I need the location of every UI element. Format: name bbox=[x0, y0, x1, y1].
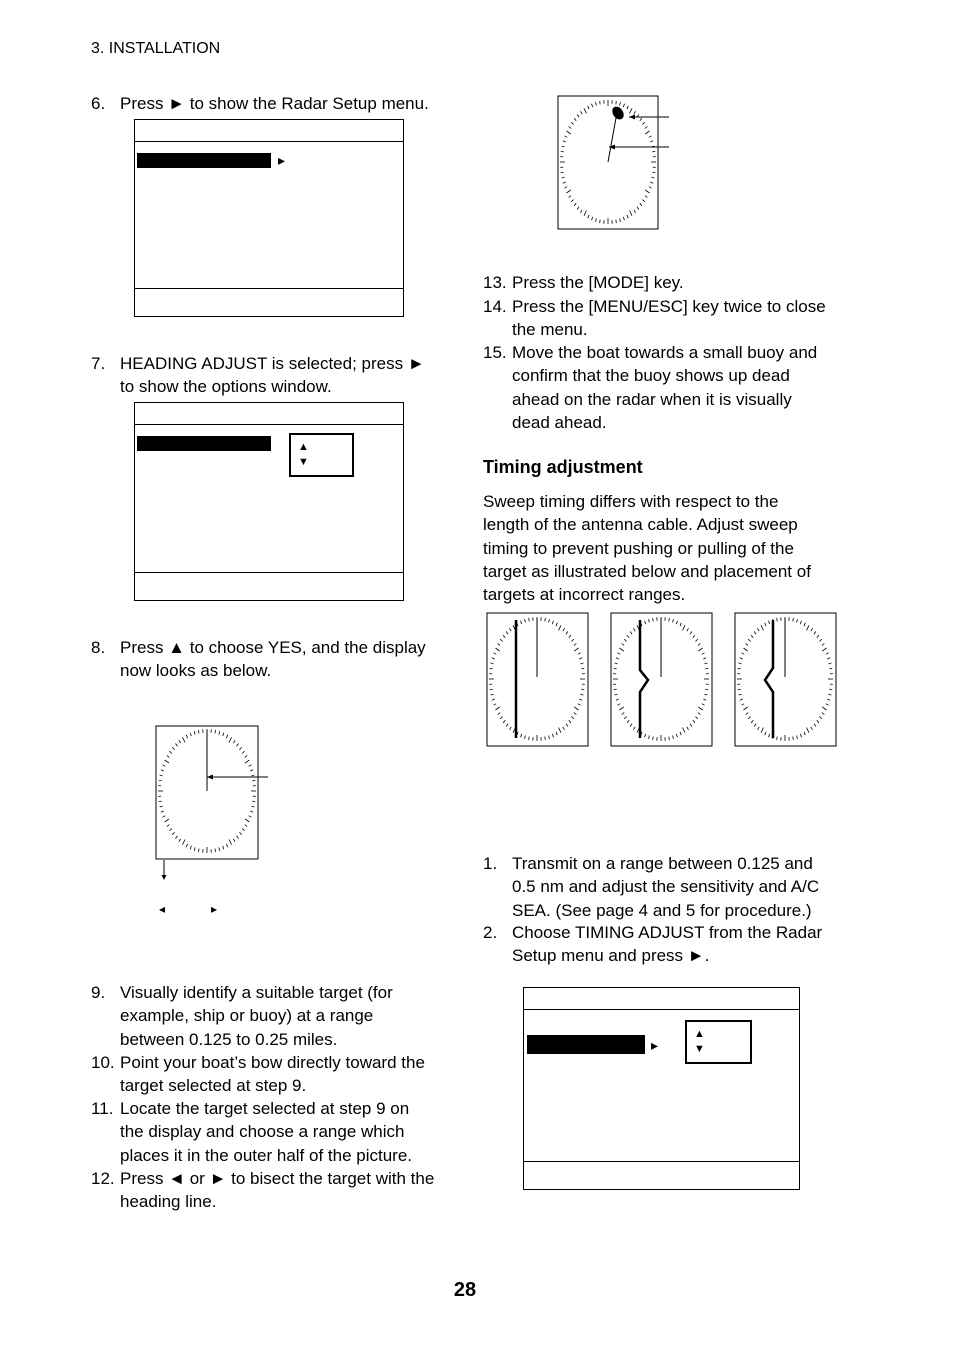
step-9 bbox=[91, 981, 461, 1051]
bezel-tick bbox=[777, 737, 778, 741]
bezel-tick bbox=[198, 730, 199, 734]
bezel-tick bbox=[777, 618, 778, 622]
menu-footer-bar bbox=[135, 288, 403, 316]
step-7 bbox=[91, 352, 461, 399]
radar-display-figure-heading bbox=[155, 725, 270, 920]
down-arrow-icon: ▼ bbox=[694, 1043, 705, 1055]
heading-adjust-menu-figure bbox=[134, 402, 404, 601]
menu-title-bar bbox=[135, 120, 403, 142]
bezel-tick bbox=[653, 737, 654, 741]
step-6 bbox=[91, 92, 461, 115]
radar-setup-menu-figure bbox=[134, 119, 404, 317]
step-number: 2. bbox=[483, 923, 498, 942]
step-line: HEADING ADJUST is selected; press ► bbox=[120, 354, 425, 373]
bezel-tick bbox=[545, 618, 546, 622]
step-line: heading line. bbox=[120, 1192, 217, 1212]
step-number: 1. bbox=[483, 854, 498, 873]
step-line: Transmit on a range between 0.125 and bbox=[512, 854, 813, 873]
bezel-tick bbox=[669, 618, 670, 622]
menu-title-bar bbox=[135, 403, 403, 425]
paragraph-line: targets at incorrect ranges. bbox=[483, 585, 686, 605]
step-13 bbox=[483, 271, 853, 294]
bezel-tick bbox=[600, 101, 601, 105]
paragraph-line: timing to prevent pushing or pulling of the bbox=[483, 538, 794, 558]
bezel-tick bbox=[616, 101, 617, 105]
bezel-tick bbox=[616, 220, 617, 224]
step-line: dead ahead. bbox=[512, 412, 607, 432]
step-line: Setup menu and press ►. bbox=[512, 946, 710, 966]
step-number: 11. bbox=[91, 1099, 114, 1118]
menu-highlight-bar bbox=[137, 436, 271, 451]
paragraph-line: target as illustrated below and placement of bbox=[483, 561, 811, 581]
step-line: the menu. bbox=[512, 320, 588, 340]
step-line: the display and choose a range which bbox=[120, 1122, 405, 1142]
timing-paragraph bbox=[483, 490, 838, 606]
bezel-tick bbox=[198, 849, 199, 853]
paragraph-line: length of the antenna cable. Adjust sweep bbox=[483, 515, 798, 535]
timing-adjust-menu-figure bbox=[523, 987, 800, 1190]
options-window bbox=[289, 433, 354, 477]
bezel-tick bbox=[545, 737, 546, 741]
small-left-arrow-icon: ◂ bbox=[159, 902, 166, 916]
step-line: between 0.125 to 0.25 miles. bbox=[120, 1029, 338, 1049]
step-number: 14. bbox=[483, 297, 507, 316]
step-line: SEA. (See page 4 and 5 for procedure.) bbox=[512, 900, 812, 920]
bezel-tick bbox=[215, 849, 216, 853]
step-line: target selected at step 9. bbox=[120, 1076, 307, 1096]
menu-highlight-bar bbox=[527, 1035, 645, 1054]
menu-footer-bar bbox=[135, 572, 403, 600]
step-line: Choose TIMING ADJUST from the Radar bbox=[512, 923, 823, 942]
step-line: places it in the outer half of the picture. bbox=[120, 1145, 413, 1165]
timing-step-2 bbox=[483, 921, 853, 968]
up-arrow-icon: ▲ bbox=[694, 1028, 705, 1040]
step-number: 9. bbox=[91, 983, 106, 1002]
step-number: 13. bbox=[483, 273, 507, 292]
step-11 bbox=[91, 1097, 461, 1167]
menu-highlight-bar bbox=[137, 153, 271, 168]
menu-footer-bar bbox=[524, 1161, 799, 1189]
step-number: 15. bbox=[483, 343, 507, 362]
step-number: 12. bbox=[91, 1169, 115, 1188]
timing-figure-pulled bbox=[734, 612, 838, 748]
step-number: 7. bbox=[91, 354, 106, 373]
step-line: Locate the target selected at step 9 on bbox=[120, 1099, 410, 1118]
step-line: ahead on the radar when it is visually bbox=[512, 389, 792, 409]
menu-title-bar bbox=[524, 988, 799, 1010]
section-header: 3. INSTALLATION bbox=[91, 40, 221, 57]
bezel-tick bbox=[653, 618, 654, 622]
step-line: Press ► to show the Radar Setup menu. bbox=[120, 94, 429, 113]
step-14 bbox=[483, 295, 853, 342]
radar-display-figure-target bbox=[557, 95, 672, 232]
step-number: 6. bbox=[91, 94, 106, 113]
bezel-tick bbox=[793, 737, 794, 741]
timing-step-1 bbox=[483, 852, 853, 922]
step-15 bbox=[483, 341, 853, 434]
bezel-tick bbox=[215, 730, 216, 734]
bezel-tick bbox=[793, 618, 794, 622]
step-number: 10. bbox=[91, 1053, 115, 1072]
step-line: example, ship or buoy) at a range bbox=[120, 1006, 374, 1026]
step-8 bbox=[91, 636, 461, 683]
submenu-arrow: ▸ bbox=[651, 1037, 659, 1053]
options-window bbox=[685, 1020, 752, 1064]
step-line: to show the options window. bbox=[120, 377, 332, 397]
page-number: 28 bbox=[453, 1279, 477, 1301]
step-line: Press the [MODE] key. bbox=[512, 273, 684, 292]
bezel-tick bbox=[600, 220, 601, 224]
step-line: Press ▲ to choose YES, and the display bbox=[120, 638, 426, 657]
step-line: Press ◄ or ► to bisect the target with the bbox=[120, 1169, 435, 1188]
step-line: Visually identify a suitable target (for bbox=[120, 983, 393, 1002]
timing-figure-pushed bbox=[610, 612, 714, 748]
bezel-tick bbox=[529, 618, 530, 622]
step-line: now looks as below. bbox=[120, 661, 272, 681]
step-line: Point your boat’s bow directly toward the bbox=[120, 1053, 425, 1072]
timing-figure-correct bbox=[486, 612, 590, 748]
bezel-tick bbox=[529, 737, 530, 741]
step-line: Move the boat towards a small buoy and bbox=[512, 343, 818, 362]
small-right-arrow-icon: ▸ bbox=[211, 902, 218, 916]
up-arrow-icon: ▲ bbox=[298, 441, 309, 453]
step-12 bbox=[91, 1167, 461, 1214]
section-heading: Timing adjustment bbox=[483, 457, 643, 477]
submenu-arrow: ▸ bbox=[278, 152, 286, 168]
step-line: 0.5 nm and adjust the sensitivity and A/C bbox=[512, 877, 820, 897]
bezel-tick bbox=[669, 737, 670, 741]
step-line: confirm that the buoy shows up dead bbox=[512, 366, 790, 386]
step-10 bbox=[91, 1051, 461, 1098]
step-line: Press the [MENU/ESC] key twice to close bbox=[512, 297, 826, 316]
paragraph-line: Sweep timing differs with respect to the bbox=[483, 492, 779, 511]
down-arrow-icon: ▼ bbox=[298, 456, 309, 468]
step-number: 8. bbox=[91, 638, 106, 657]
